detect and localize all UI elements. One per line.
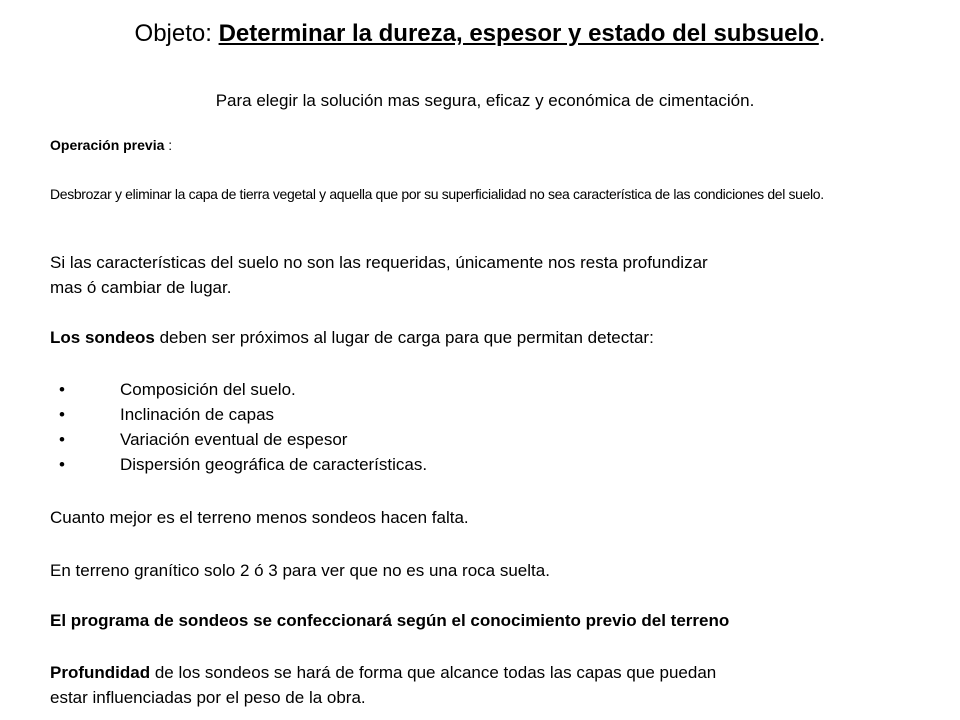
caracteristicas-line-2: mas ó cambiar de lugar. <box>50 278 232 297</box>
caracteristicas-line-1: Si las características del suelo no son las requeridas, únicamente nos resta profundizar <box>50 253 708 272</box>
list-item <box>50 427 910 452</box>
profundidad-line-2: estar influenciadas por el peso de la obra. <box>50 688 366 707</box>
profundidad-bold: Profundidad <box>50 663 151 682</box>
bullet-icon: • <box>59 380 65 399</box>
slide-subtitle: Para elegir la solución mas segura, eficaz y económica de cimentación. <box>215 91 755 110</box>
sondeos-rest: deben ser próximos al lugar de carga para que permitan detectar: <box>154 328 654 347</box>
list-item <box>50 402 910 427</box>
title-prefix: Objeto: <box>134 20 219 47</box>
programa-paragraph: El programa de sondeos se confeccionará según el conocimiento previo del terreno <box>50 611 730 630</box>
operacion-label-text: Operación previa <box>50 137 165 153</box>
detection-list <box>50 377 910 477</box>
operacion-label-suffix: : <box>164 137 173 153</box>
list-item-text: Dispersión geográfica de características. <box>120 455 428 474</box>
sondeos-bold: Los sondeos <box>50 328 155 347</box>
bullet-icon: • <box>59 430 65 449</box>
profundidad-line-1 <box>50 660 920 685</box>
granitico-paragraph: En terreno granítico solo 2 ó 3 para ver que no es una roca suelta. <box>50 561 550 580</box>
list-item-text: Composición del suelo. <box>120 380 296 399</box>
title-suffix: . <box>818 20 826 47</box>
list-item-text: Inclinación de capas <box>120 405 275 424</box>
caracteristicas-paragraph <box>50 250 920 300</box>
profundidad-rest: de los sondeos se hará de forma que alcance todas las capas que puedan <box>150 663 717 682</box>
operacion-label <box>50 136 920 154</box>
slide-title <box>0 18 960 50</box>
title-emphasis: Determinar la dureza, espesor y estado del subsuelo <box>218 20 819 47</box>
profundidad-paragraph <box>50 660 920 710</box>
list-item <box>50 377 910 402</box>
cuanto-paragraph: Cuanto mejor es el terreno menos sondeos hacen falta. <box>50 508 469 527</box>
bullet-icon: • <box>59 405 65 424</box>
list-item <box>50 452 910 477</box>
sondeos-paragraph <box>50 325 920 350</box>
list-item-text: Variación eventual de espesor <box>120 430 348 449</box>
operacion-text: Desbrozar y eliminar la capa de tierra vegetal y aquella que por su superficialidad no sea característica de las condiciones del suelo. <box>50 186 824 202</box>
bullet-icon: • <box>59 455 65 474</box>
